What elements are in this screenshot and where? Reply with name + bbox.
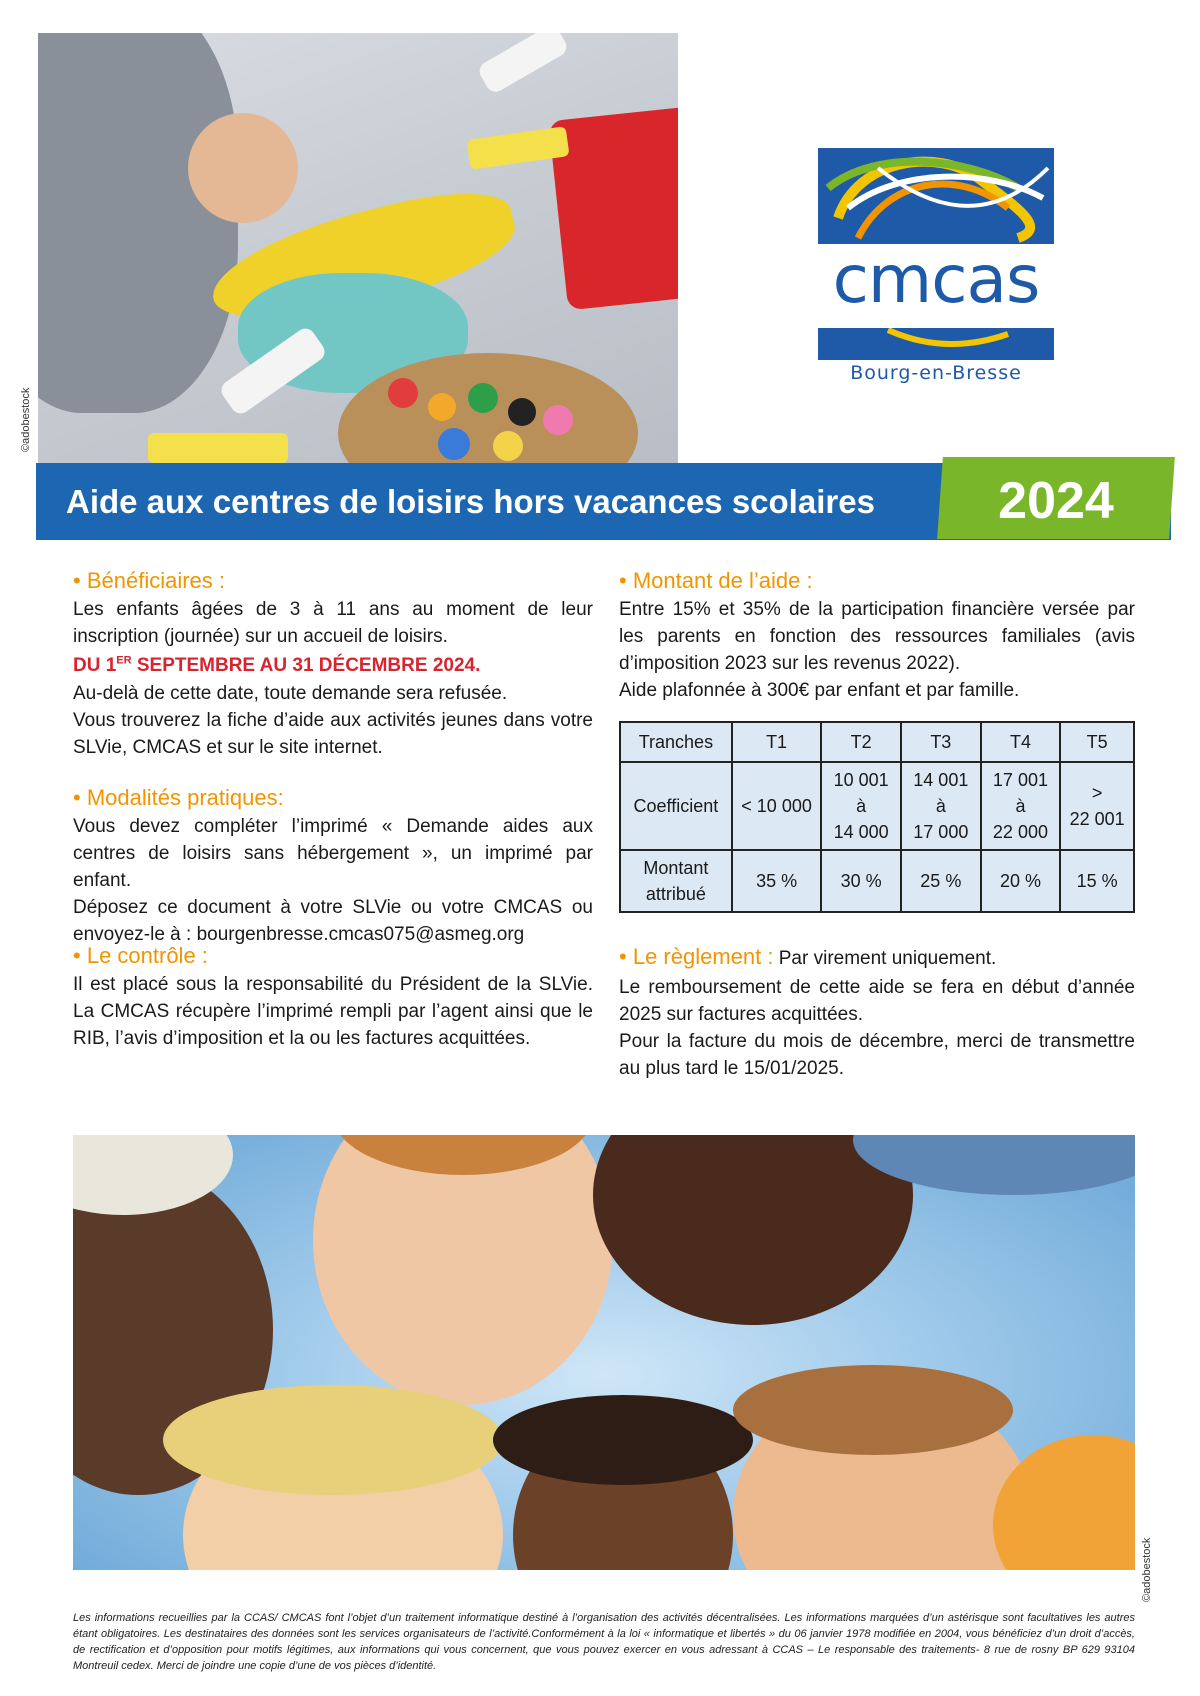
cmcas-logo [818,148,1054,384]
beneficiaires-text: Les enfants âgées de 3 à 11 ans au moment de leur inscription (journée) sur un accueil de loisirs. [73,599,593,647]
table-cell: 15 % [1060,850,1134,912]
table-cell: 17 001 à 22 000 [981,762,1061,850]
table-row-label: Coefficient [620,762,732,850]
section-modalites [73,783,593,948]
table-header-cell: T3 [901,722,981,762]
heading-montant: • Montant de l’aide : [619,568,813,593]
controle-text: Il est placé sous la responsabilité du Président de la SLVie. La CMCAS récupère l’imprimé rempli par l’agent ainsi que le RIB, l’avis d’imposition et la ou les factures acquittées. [73,974,593,1049]
logo-swirl [818,148,1054,244]
reglement-text-1: Le remboursement de cette aide se fera en début d’année 2025 sur factures acquittées. [619,977,1135,1025]
logo-bar [818,328,1054,360]
title-banner [36,463,1171,540]
table-cell: 10 001 à 14 000 [821,762,901,850]
logo-city: Bourg-en-Bresse [850,362,1022,384]
modalites-text-1: Vous devez compléter l’imprimé « Demande aides aux centres de loisirs sans hébergement », un imprimé par enfant. [73,816,593,891]
reglement-inline: Par virement uniquement. [773,948,997,969]
table-row-coefficient [620,762,1134,850]
banner-year: 2024 [998,472,1114,530]
section-montant [619,566,1135,704]
table-cell: < 10 000 [732,762,822,850]
table-cell: 20 % [981,850,1061,912]
info-text: Vous trouverez la fiche d’aide aux activités jeunes dans votre SLVie, CMCAS et sur le site internet. [73,710,593,758]
table-cell: 35 % [732,850,822,912]
montant-text-1: Entre 15% et 35% de la participation financière versée par les parents en fonction des ressources familiales (avis d’imposition 2023 sur les revenus 2022). [619,599,1135,674]
top-photo-crafts [38,33,678,465]
table-header-cell: T5 [1060,722,1134,762]
table-header-cell: T4 [981,722,1061,762]
heading-beneficiaires: • Bénéficiaires : [73,568,226,593]
section-beneficiaires [73,566,593,761]
table-cell: > 22 001 [1060,762,1134,850]
heading-controle: • Le contrôle : [73,943,208,968]
reglement-text-2: Pour la facture du mois de décembre, merci de transmettre au plus tard le 15/01/2025. [619,1031,1135,1079]
heading-reglement: • Le règlement : Par virement uniquement. [619,944,997,969]
section-reglement [619,942,1135,1082]
table-header-cell: T1 [732,722,822,762]
table-row-label: Montant attribué [620,850,732,912]
table-header-cell: Tranches [620,722,732,762]
photo-credit-bottom: ©adobestock [1141,1537,1153,1602]
logo-wordmark: cmcas [832,241,1040,318]
table-header-cell: T2 [821,722,901,762]
table-row-montant [620,850,1134,912]
period-dates: DU 1ER SEPTEMBRE AU 31 DÉCEMBRE 2024. [73,654,481,676]
table-row-tranches [620,722,1134,762]
table-cell: 14 001 à 17 000 [901,762,981,850]
photo-credit-top: ©adobestock [20,387,32,452]
tranches-table [619,721,1135,913]
legal-notice: Les informations recueillies par la CCAS/ CMCAS font l’objet d’un traitement informatique destiné à l’organisation des activités décentralisées. Les informations marquées d’un astérisque sont facultatives les autres étant obligatoires. Les destinataires des données sont les services organisateurs de l’activité.Conformément à la loi « informatique et libertés » du 06 janvier 1978 modifiée en 2004, vous bénéficiez d’un droit d’accès, de rectification et d’opposition pour motifs légitimes, aux informations qui vous concernent, que vous pouvez exercer en vous adressant à CCAS – Le responsable des traitements- 8 rue de rosny BP 629 93104 Montreuil cedex. Merci de joindre une copie d’une de vos pièces d’identité. [73,1612,1135,1672]
bottom-photo-children [73,1135,1135,1570]
table-cell: 30 % [821,850,901,912]
section-controle [73,941,593,1052]
montant-text-2: Aide plafonnée à 300€ par enfant et par famille. [619,680,1020,701]
after-date-text: Au-delà de cette date, toute demande sera refusée. [73,683,508,704]
banner-title: Aide aux centres de loisirs hors vacances scolaires [66,483,875,520]
modalites-text-2: Déposez ce document à votre SLVie ou votre CMCAS ou envoyez-le à : bourgenbresse.cmcas075@asmeg.org [73,897,593,945]
table-cell: 25 % [901,850,981,912]
heading-modalites: • Modalités pratiques: [73,785,284,810]
